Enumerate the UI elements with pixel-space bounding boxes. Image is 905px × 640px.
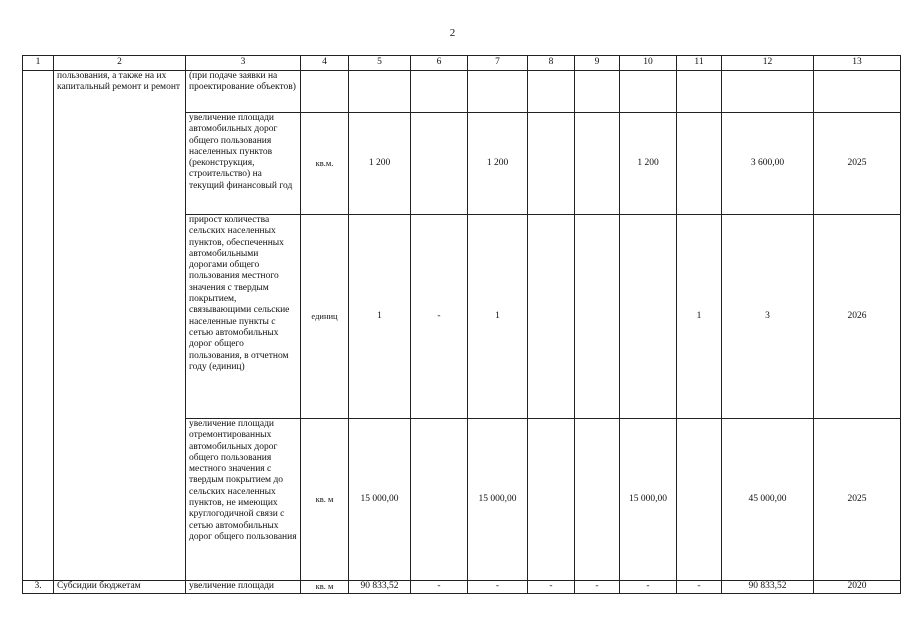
value-cell [575,215,620,419]
value-cell: 1 200 [349,113,411,215]
table-cell [23,71,54,581]
value-cell [677,419,722,581]
indicator-cell: увеличение площади отремонтированных автомобильных дорог общего пользования местного значения с твердым покрытием до сельских населенных пунктов, не имеющих круглогодичной связи с сетью автомобильных дорог общего пользования [186,419,301,581]
row-number-cell: 3. [23,581,54,594]
measure-name-cell: Субсидии бюджетам [54,581,186,594]
value-cell: - [528,581,575,594]
value-cell [575,419,620,581]
table-cell [620,71,677,113]
total-cell: 3 [722,215,814,419]
table-cell [349,71,411,113]
indicator-cell: увеличение площади автомобильных дорог общего пользования населенных пунктов (реконструкция, строительство) на текущий финансовый год [186,113,301,215]
value-cell: 15 000,00 [468,419,528,581]
value-cell [411,419,468,581]
value-cell: 1 200 [468,113,528,215]
value-cell: 1 [677,215,722,419]
year-cell: 2025 [814,113,901,215]
value-cell: 1 [468,215,528,419]
header-cell: 12 [722,56,814,71]
indicator-cell: прирост количества сельских населенных пунктов, обеспеченных автомобильными дорогами общего пользования местного значения с твердым покрытием, связывающими сельские населенные пункты с сетью автомобильных дорог общего пользования, в отчетном году (единиц) [186,215,301,419]
header-cell: 3 [186,56,301,71]
year-cell: 2025 [814,419,901,581]
table-cell [814,71,901,113]
value-cell: - [575,581,620,594]
header-cell: 10 [620,56,677,71]
page-number: 2 [449,27,456,39]
header-cell: 9 [575,56,620,71]
unit-cell: кв. м [301,581,349,594]
unit-cell: единиц [301,215,349,419]
header-cell: 11 [677,56,722,71]
value-cell [528,113,575,215]
table-cell [528,71,575,113]
value-cell [528,215,575,419]
header-cell: 7 [468,56,528,71]
indicator-cell: (при подаче заявки на проектирование объектов) [186,71,301,113]
indicator-cell: увеличение площади [186,581,301,594]
value-cell: - [411,581,468,594]
table-row [23,581,901,594]
table-cell [722,71,814,113]
total-cell: 90 833,52 [722,581,814,594]
table-cell [468,71,528,113]
value-cell: 15 000,00 [349,419,411,581]
header-cell: 4 [301,56,349,71]
unit-cell: кв.м. [301,113,349,215]
unit-cell: кв. м [301,419,349,581]
value-cell: 15 000,00 [620,419,677,581]
year-cell: 2026 [814,215,901,419]
header-cell: 5 [349,56,411,71]
value-cell [528,419,575,581]
value-cell [620,215,677,419]
table-cell [677,71,722,113]
header-row [23,56,901,71]
table-cell [411,71,468,113]
value-cell [575,113,620,215]
header-cell: 6 [411,56,468,71]
header-cell: 8 [528,56,575,71]
header-cell: 13 [814,56,901,71]
total-cell: 3 600,00 [722,113,814,215]
table-row [23,71,901,113]
value-cell: 1 [349,215,411,419]
header-cell: 1 [23,56,54,71]
value-cell [677,113,722,215]
total-cell: 45 000,00 [722,419,814,581]
value-cell: - [411,215,468,419]
value-cell: - [677,581,722,594]
measure-name-cell: пользования, а также на их капитальный ремонт и ремонт [54,71,186,581]
value-cell: - [468,581,528,594]
indicators-table [22,55,901,594]
value-cell: - [620,581,677,594]
value-cell: 1 200 [620,113,677,215]
table-cell [575,71,620,113]
table-cell [301,71,349,113]
value-cell: 90 833,52 [349,581,411,594]
value-cell [411,113,468,215]
header-cell: 2 [54,56,186,71]
year-cell: 2020 [814,581,901,594]
